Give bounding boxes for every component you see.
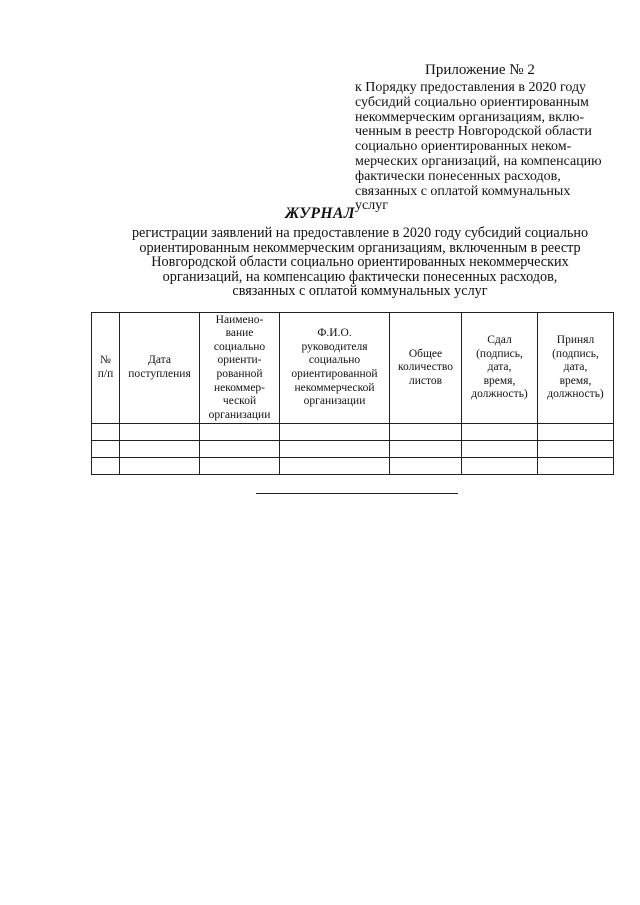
column-header-line: социально <box>213 340 266 353</box>
table-row <box>92 441 614 458</box>
table-cell <box>462 458 538 475</box>
column-header-line: некоммер- <box>213 381 266 394</box>
column-header-line: время, <box>559 374 592 387</box>
column-header-director-name <box>280 313 390 424</box>
table-cell <box>538 458 614 475</box>
column-header-line: (подпись, <box>552 347 599 360</box>
column-header-line: поступления <box>128 368 191 380</box>
column-header-submitted-by <box>462 313 538 424</box>
column-header-line: некоммерческой <box>294 381 375 394</box>
appendix-line: субсидий социально ориентированным <box>355 94 589 110</box>
table-body <box>92 424 614 475</box>
table-cell <box>200 424 280 441</box>
table-row <box>92 458 614 475</box>
table-cell <box>390 458 462 475</box>
column-header-line: организации <box>303 395 366 408</box>
table-cell <box>200 441 280 458</box>
column-header-line: Общее <box>408 347 443 360</box>
column-header-line: ориенти- <box>217 354 262 367</box>
journal-subtitle-line: Новгородской области социально ориентированных некоммерческих <box>151 254 569 271</box>
appendix-line: фактически понесенных расходов, <box>355 168 561 184</box>
column-header-line: Дата <box>148 354 171 367</box>
table-cell <box>280 424 390 441</box>
appendix-reference <box>355 81 615 214</box>
column-header-line: социально <box>308 354 361 367</box>
table-cell <box>120 441 200 458</box>
appendix-line: связанных с оплатой коммунальных <box>355 183 571 199</box>
appendix-line: мерческих организаций, на компенсацию <box>355 153 602 169</box>
table-cell <box>462 424 538 441</box>
column-header-line: рованной <box>216 368 263 380</box>
table-cell <box>280 458 390 475</box>
appendix-title: Приложение № 2 <box>425 62 535 78</box>
appendix-line: ченным в реестр Новгородской области <box>355 124 592 140</box>
column-header-line: № <box>100 354 111 367</box>
appendix-line: услуг <box>355 198 388 214</box>
column-header-line: организации <box>208 408 271 421</box>
appendix-line: некоммерческим организациям, вклю- <box>355 109 585 125</box>
journal-subtitle <box>100 226 620 299</box>
column-header-line: Сдал <box>487 334 512 347</box>
table-cell <box>92 424 120 441</box>
table-cell <box>120 458 200 475</box>
table-cell <box>390 424 462 441</box>
table-cell <box>120 424 200 441</box>
closing-rule <box>256 493 458 494</box>
column-header-received-by <box>538 313 614 424</box>
journal-subtitle-line: связанных с оплатой коммунальных услуг <box>232 283 488 300</box>
appendix-line: к Порядку предоставления в 2020 году <box>355 80 587 95</box>
column-header-line: вание <box>225 327 254 340</box>
journal-table <box>91 312 614 475</box>
table-cell <box>538 424 614 441</box>
journal-subtitle-line: регистрации заявлений на предоставление в 2020 году субсидий социально <box>131 225 589 241</box>
table-cell <box>538 441 614 458</box>
table-header-row <box>92 313 614 424</box>
column-header-line: должность) <box>547 388 604 401</box>
column-header-line: ческой <box>222 395 257 408</box>
column-header-number <box>92 313 120 424</box>
table-cell <box>92 458 120 475</box>
column-header-date-received <box>120 313 200 424</box>
journal-subtitle-line: ориентированным некоммерческим организациям, включенным в реестр <box>139 239 581 256</box>
column-header-line: должность) <box>471 388 528 401</box>
table-cell <box>390 441 462 458</box>
column-header-line: время, <box>483 374 516 387</box>
column-header-line: (подпись, <box>476 347 523 360</box>
table-row <box>92 424 614 441</box>
column-header-line: Наимено- <box>215 313 264 326</box>
column-header-line: Принял <box>556 334 595 347</box>
column-header-line: руководителя <box>301 340 368 353</box>
column-header-sheet-count <box>390 313 462 424</box>
column-header-organization-name <box>200 313 280 424</box>
appendix-line: социально ориентированных неком- <box>355 139 572 155</box>
column-header-line: количество <box>398 361 453 374</box>
journal-subtitle-line: организаций, на компенсацию фактически понесенных расходов, <box>162 268 558 285</box>
table-cell <box>92 441 120 458</box>
column-header-line: листов <box>408 374 443 387</box>
table-cell <box>280 441 390 458</box>
column-header-line: Ф.И.О. <box>317 327 352 340</box>
column-header-line: дата, <box>563 361 588 374</box>
journal-title: ЖУРНАЛ <box>285 205 355 222</box>
table-cell <box>200 458 280 475</box>
column-header-line: п/п <box>97 368 114 380</box>
table-cell <box>462 441 538 458</box>
column-header-line: ориентированной <box>291 368 378 380</box>
column-header-line: дата, <box>487 361 512 374</box>
